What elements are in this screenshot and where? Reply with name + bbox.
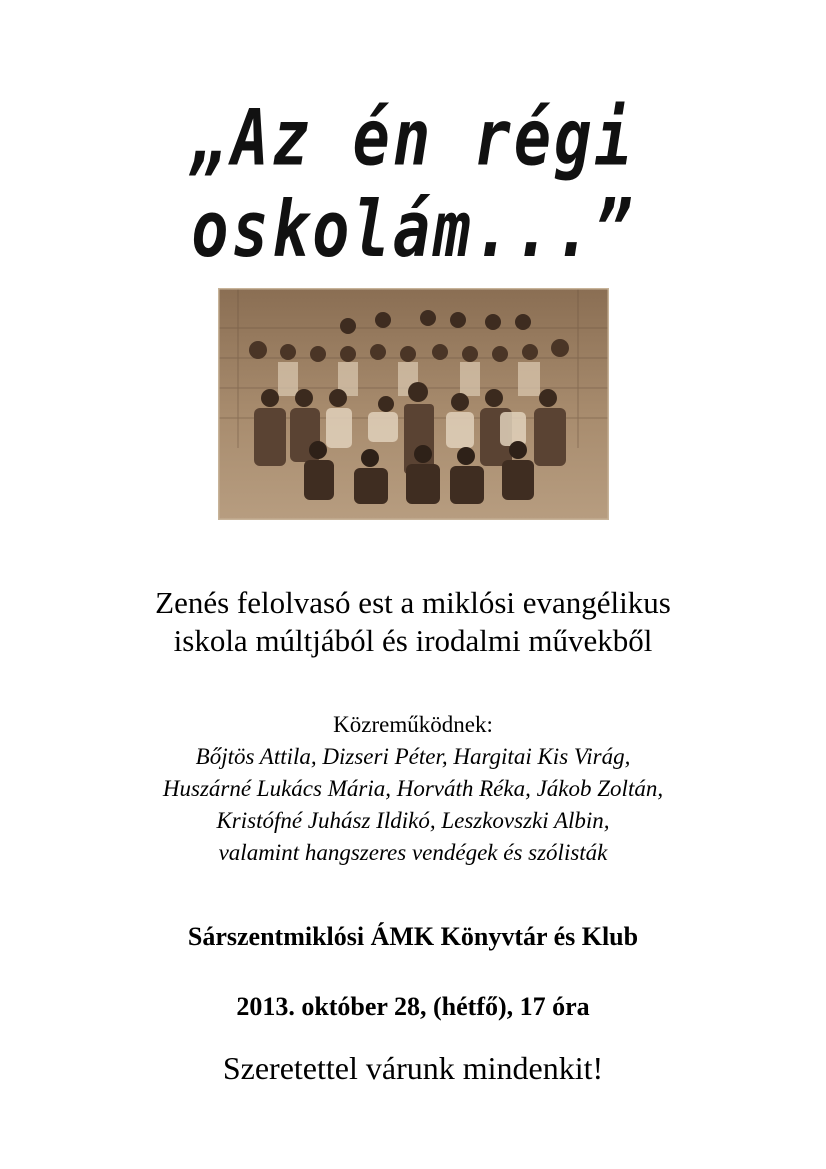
poster-title: „Az én régi oskolám...” xyxy=(191,92,635,275)
class-photo-image xyxy=(218,288,609,520)
event-venue: Sárszentmiklósi ÁMK Könyvtár és Klub xyxy=(187,922,639,951)
contributors-line: Bőjtös Attila, Dizseri Péter, Hargitai Kis Virág, xyxy=(195,744,631,769)
event-subtitle xyxy=(0,584,826,660)
contributors-list xyxy=(0,741,826,869)
contributors-heading: Közreműködnek: xyxy=(333,712,493,737)
class-photo xyxy=(218,288,609,520)
closing-line: Szeretettel várunk mindenkit! xyxy=(222,1050,604,1086)
contributors-line: valamint hangszeres vendégek és szólisták xyxy=(218,840,608,865)
subtitle-line: Zenés felolvasó est a miklósi evangélikus xyxy=(155,585,671,620)
subtitle-line: iskola múltjából és irodalmi művekből xyxy=(173,623,653,658)
contributors-line: Huszárné Lukács Mária, Horváth Réka, Jákob Zoltán, xyxy=(162,776,664,801)
contributors-line: Kristófné Juhász Ildikó, Leszkovszki Albin, xyxy=(216,808,610,833)
event-date: 2013. október 28, (hétfő), 17 óra xyxy=(236,992,590,1021)
